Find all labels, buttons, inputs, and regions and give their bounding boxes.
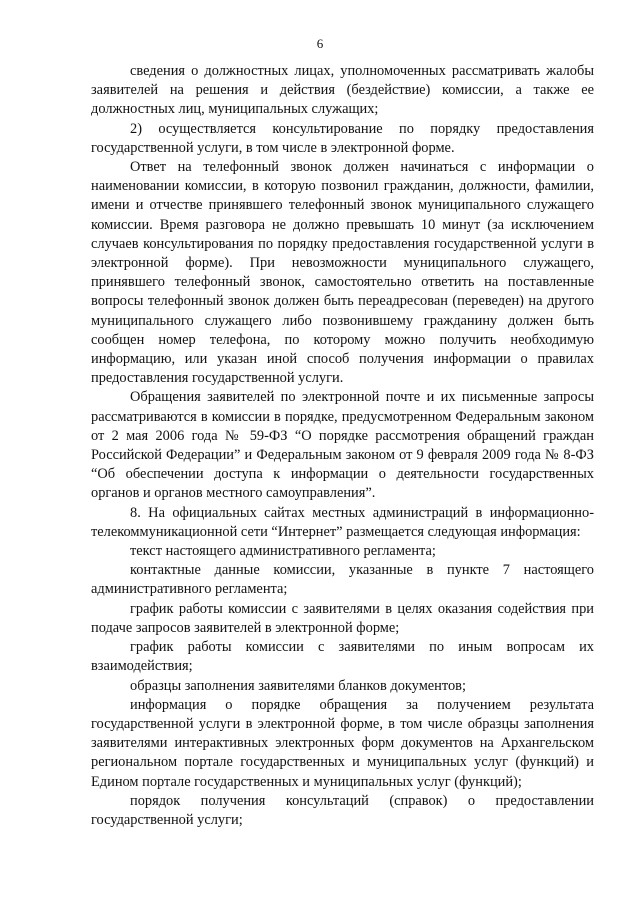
list-item-form-samples: образцы заполнения заявителями бланков документов; bbox=[130, 677, 466, 694]
list-item-electronic-procedure: информация о порядке обращения за получением результата государственной услуги в электронной форме, в том числе образцы заполнения заявителями интерактивных электронных форм документов на Архангельском региональном портале государственных и муниципальных услуг (функций) и Едином портале государственных и муниципальных услуг (функций); bbox=[91, 696, 594, 790]
paragraph-phone-response: Ответ на телефонный звонок должен начинаться с информации о наименовании комиссии, в которую позвонил гражданин, должности, фамилии, имени и отчестве принявшего телефонный звонок муниципального служащего комиссии. Время разговора не должно превышать 10 минут (за исключением случаев консультирования по порядку предоставления государственной услуги в электронной форме). При невозможности муниципального служащего, принявшего телефонный звонок, самостоятельно ответить на поставленные вопросы телефонный звонок должен быть переадресован (переведен) на другого муниципального служащего либо позвонившему гражданину должен быть сообщен номер телефона, по которому можно получить необходимую информацию, или указан иной способ получения информации о правилах предоставления государственной услуги. bbox=[91, 159, 594, 387]
paragraph-consulting: 2) осуществляется консультирование по порядку предоставления государственной услуги, в том числе в электронной форме. bbox=[91, 120, 594, 156]
list-item-regulation-text: текст настоящего административного регламента; bbox=[130, 543, 436, 560]
list-item-schedule-electronic: график работы комиссии с заявителями в целях оказания содействия при подаче запросов заявителей в электронной форме; bbox=[91, 600, 594, 636]
paragraph-officials-info: сведения о должностных лицах, уполномоченных рассматривать жалобы заявителей на решения и действия (бездействие) комиссии, а также ее должностных лиц, муниципальных служащих; bbox=[91, 63, 594, 118]
document-body bbox=[91, 62, 594, 830]
page-number: 6 bbox=[316, 36, 324, 51]
paragraph-website-info: 8. На официальных сайтах местных администраций в информационно-телекоммуникационной сети “Интернет” размещается следующая информация: bbox=[91, 504, 594, 540]
list-item-schedule-other: график работы комиссии с заявителями по иным вопросам их взаимодействия; bbox=[91, 639, 594, 675]
paragraph-email-requests: Обращения заявителей по электронной почте и их письменные запросы рассматриваются в комиссии в порядке, предусмотренном Федеральным законом от 2 мая 2006 года № 59-ФЗ “О порядке рассмотрения обращений граждан Российской Федерации” и Федеральным законом от 9 февраля 2009 года № 8-ФЗ “Об обеспечении доступа к информации о деятельности государственных органов и органов местного самоуправления”. bbox=[91, 389, 594, 502]
list-item-contact-data: контактные данные комиссии, указанные в пункте 7 настоящего административного регламента; bbox=[91, 562, 594, 598]
list-item-consultations: порядок получения консультаций (справок) о предоставлении государственной услуги; bbox=[91, 792, 594, 828]
